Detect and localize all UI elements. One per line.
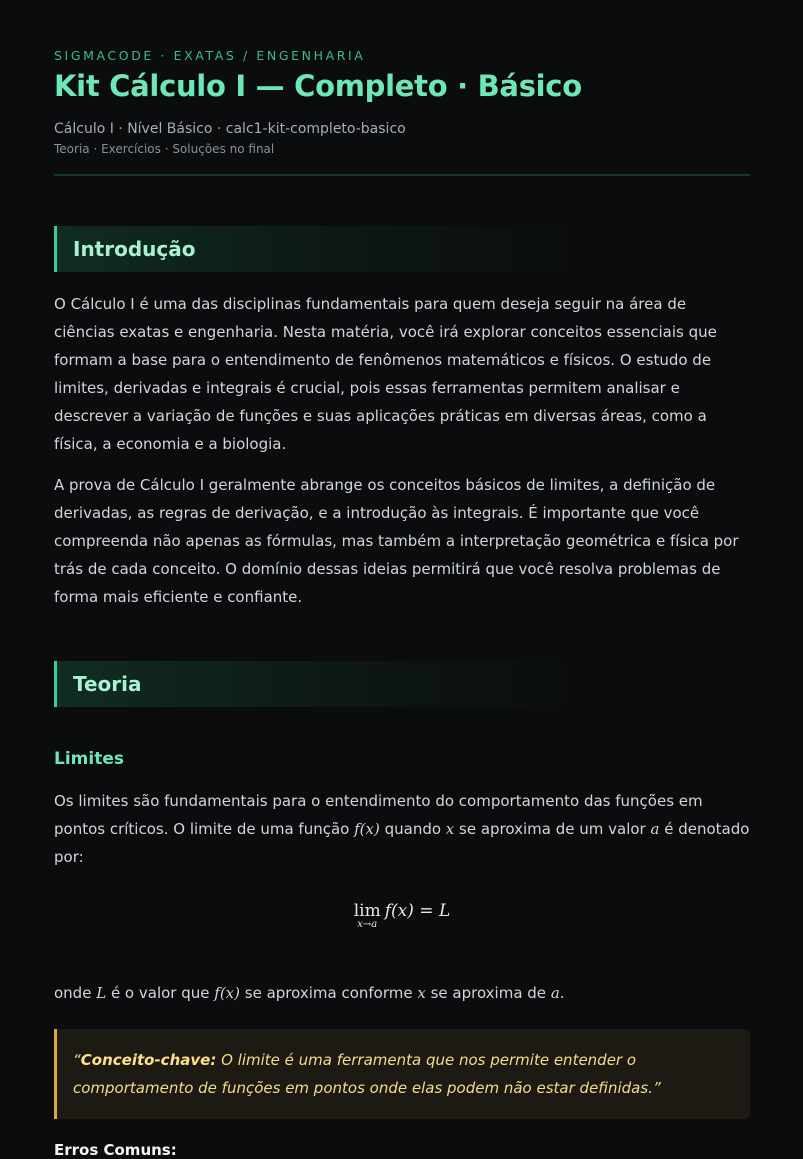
intro-heading: Introdução <box>73 237 196 261</box>
text-run: é o valor que <box>106 984 215 1002</box>
key-concept-callout <box>54 1029 750 1119</box>
theory-heading: Teoria <box>73 672 142 696</box>
brand-kicker: SIGMACODE · EXATAS / ENGENHARIA <box>54 48 366 63</box>
intro-section <box>54 226 750 611</box>
text-run: se aproxima de um valor <box>454 820 651 838</box>
course-meta: Cálculo I · Nível Básico · calc1-kit-completo-basico <box>54 121 406 137</box>
text-run: se aproxima de <box>425 984 551 1002</box>
math-fx: f(x) <box>214 984 240 1002</box>
limits-paragraph-2 <box>54 979 750 1007</box>
text-run: onde <box>54 984 97 1002</box>
page-title: Kit Cálculo I — Completo · Básico <box>54 69 582 103</box>
math-L: L <box>96 984 107 1002</box>
common-errors-heading: Erros Comuns: <box>54 1141 177 1159</box>
text-run: Os limites são fundamentais para o entendimento do comportamento das funções em pontos críticos. O limite de uma função <box>54 792 703 838</box>
math-x: x <box>445 820 455 838</box>
text-run: . <box>559 984 565 1002</box>
limits-paragraph-1 <box>54 787 750 871</box>
document-header <box>54 0 750 176</box>
intro-heading-bar <box>54 226 750 272</box>
text-run: quando <box>379 820 446 838</box>
math-fx: f(x) <box>354 820 380 838</box>
limits-heading: Limites <box>54 749 124 769</box>
limit-formula <box>54 901 750 961</box>
theory-heading-bar <box>54 661 750 707</box>
math-a: a <box>650 820 660 838</box>
math-a: a <box>550 984 560 1002</box>
intro-paragraph-1: O Cálculo I é uma das disciplinas fundamentais para quem deseja seguir na área de ciências exatas e engenharia. Nesta matéria, você irá explorar conceitos essenciais que formam a base para o entendimento de fenômenos matemáticos e físicos. O estudo de limites, derivadas e integrais é crucial, pois essas ferramentas permitem analisar e descrever a variação de funções e suas aplicações práticas em diversas áreas, como a física, a economia e a biologia. <box>54 295 717 453</box>
lim-subscript: x→a <box>357 919 378 930</box>
content-summary: Teoria · Exercícios · Soluções no final <box>54 142 275 156</box>
limit-expression <box>354 901 451 930</box>
text-run: se aproxima conforme <box>239 984 418 1002</box>
limit-operator <box>354 901 381 930</box>
intro-paragraph-2: A prova de Cálculo I geralmente abrange os conceitos básicos de limites, a definição de derivadas, as regras de derivação, e a introdução às integrais. É importante que você compreenda não apenas as fórmulas, mas também a interpretação geométrica e física por trás de cada conceito. O domínio dessas ideias permitirá que você resolva problemas de forma mais eficiente e confiante. <box>54 476 739 606</box>
text-run: é denotado por: <box>54 820 750 866</box>
callout-text: O limite é uma ferramenta que nos permite entender o comportamento de funções em pontos onde elas podem não estar definidas.” <box>73 1051 661 1097</box>
quote-open: “ <box>73 1051 81 1069</box>
math-x: x <box>417 984 426 1002</box>
callout-label: Conceito-chave: <box>80 1051 217 1069</box>
lim-body: f(x) = L <box>384 901 451 921</box>
lim-symbol: lim <box>353 901 381 921</box>
theory-section <box>54 661 750 1159</box>
